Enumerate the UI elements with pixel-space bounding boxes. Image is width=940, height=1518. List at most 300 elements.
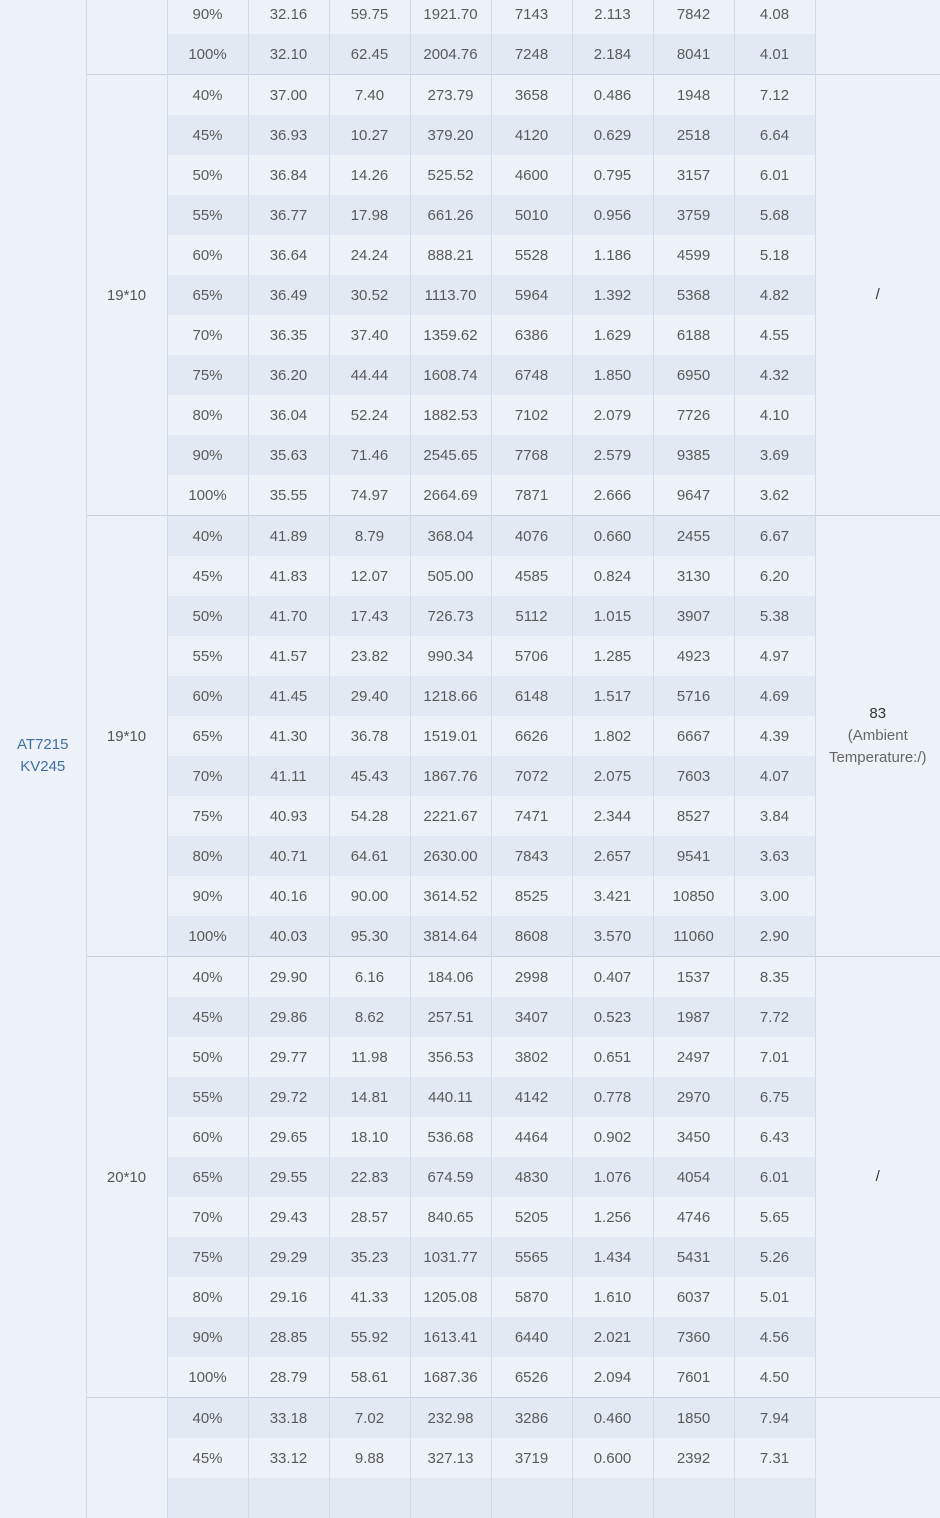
table-cell: 45.43 bbox=[329, 756, 410, 796]
table-cell: 32.16 bbox=[248, 0, 329, 34]
temperature-cell bbox=[815, 0, 940, 75]
table-cell: 0.407 bbox=[572, 957, 653, 998]
table-cell: 6188 bbox=[653, 315, 734, 355]
table-cell: 5706 bbox=[491, 636, 572, 676]
table-cell: 28.57 bbox=[329, 1197, 410, 1237]
table-cell: 35.55 bbox=[248, 475, 329, 516]
table-cell: 7360 bbox=[653, 1317, 734, 1357]
table-cell: 29.29 bbox=[248, 1237, 329, 1277]
table-cell: 4.01 bbox=[734, 34, 815, 75]
table-cell: 6.75 bbox=[734, 1077, 815, 1117]
table-cell: 50% bbox=[167, 155, 248, 195]
table-cell: 5716 bbox=[653, 676, 734, 716]
table-cell: 990.34 bbox=[410, 636, 491, 676]
table-cell: 36.35 bbox=[248, 315, 329, 355]
table-cell: 1.285 bbox=[572, 636, 653, 676]
table-cell: 4464 bbox=[491, 1117, 572, 1157]
table-cell: 3.62 bbox=[734, 475, 815, 516]
table-cell: 3.570 bbox=[572, 916, 653, 957]
table-cell: 3.69 bbox=[734, 435, 815, 475]
table-cell bbox=[329, 1478, 410, 1518]
table-cell: 60% bbox=[167, 235, 248, 275]
table-cell: 62.45 bbox=[329, 34, 410, 75]
table-cell: 71.46 bbox=[329, 435, 410, 475]
table-cell: 1113.70 bbox=[410, 275, 491, 315]
table-cell: 4600 bbox=[491, 155, 572, 195]
table-cell: 14.26 bbox=[329, 155, 410, 195]
table-cell: 7.72 bbox=[734, 997, 815, 1037]
table-cell: 30.52 bbox=[329, 275, 410, 315]
table-cell: 0.824 bbox=[572, 556, 653, 596]
table-cell: 3.421 bbox=[572, 876, 653, 916]
table-cell: 1.434 bbox=[572, 1237, 653, 1277]
table-cell: 7143 bbox=[491, 0, 572, 34]
table-cell: 2455 bbox=[653, 516, 734, 557]
table-cell: 41.30 bbox=[248, 716, 329, 756]
table-cell: 0.486 bbox=[572, 75, 653, 116]
table-cell: 7102 bbox=[491, 395, 572, 435]
table-cell: 1613.41 bbox=[410, 1317, 491, 1357]
table-cell: 41.33 bbox=[329, 1277, 410, 1317]
table-cell: 3450 bbox=[653, 1117, 734, 1157]
table-cell: 7.40 bbox=[329, 75, 410, 116]
table-cell: 3719 bbox=[491, 1438, 572, 1478]
table-cell: 9385 bbox=[653, 435, 734, 475]
table-cell: 28.79 bbox=[248, 1357, 329, 1398]
table-cell: 2.344 bbox=[572, 796, 653, 836]
table-cell: 36.20 bbox=[248, 355, 329, 395]
table-cell: 3286 bbox=[491, 1398, 572, 1439]
table-cell: 2518 bbox=[653, 115, 734, 155]
table-cell: 6667 bbox=[653, 716, 734, 756]
table-cell: 1031.77 bbox=[410, 1237, 491, 1277]
propeller-size-cell: 20*10 bbox=[86, 957, 167, 1398]
table-cell: 5870 bbox=[491, 1277, 572, 1317]
table-cell: 4.82 bbox=[734, 275, 815, 315]
table-cell: 37.40 bbox=[329, 315, 410, 355]
table-cell: 5.26 bbox=[734, 1237, 815, 1277]
table-cell: 5.65 bbox=[734, 1197, 815, 1237]
table-cell: 3802 bbox=[491, 1037, 572, 1077]
table-cell: 440.11 bbox=[410, 1077, 491, 1117]
table-cell: 45% bbox=[167, 997, 248, 1037]
table-cell: 33.12 bbox=[248, 1438, 329, 1478]
table-cell: 6.01 bbox=[734, 155, 815, 195]
table-cell: 3130 bbox=[653, 556, 734, 596]
table-cell: 840.65 bbox=[410, 1197, 491, 1237]
table-cell: 55% bbox=[167, 636, 248, 676]
table-cell: 90% bbox=[167, 876, 248, 916]
table-cell: 4923 bbox=[653, 636, 734, 676]
table-cell: 18.10 bbox=[329, 1117, 410, 1157]
propeller-size-cell: 19*10 bbox=[86, 75, 167, 516]
table-cell: 5010 bbox=[491, 195, 572, 235]
table-cell: 1205.08 bbox=[410, 1277, 491, 1317]
table-cell: 4.10 bbox=[734, 395, 815, 435]
table-cell: 379.20 bbox=[410, 115, 491, 155]
table-cell: 100% bbox=[167, 34, 248, 75]
table-cell: 1987 bbox=[653, 997, 734, 1037]
table-cell bbox=[167, 1478, 248, 1518]
table-cell: 100% bbox=[167, 475, 248, 516]
table-cell: 1921.70 bbox=[410, 0, 491, 34]
table-cell: 3407 bbox=[491, 997, 572, 1037]
table-cell: 11060 bbox=[653, 916, 734, 957]
table-cell: 7248 bbox=[491, 34, 572, 75]
table-cell: 6.67 bbox=[734, 516, 815, 557]
table-cell: 2.094 bbox=[572, 1357, 653, 1398]
table-cell: 661.26 bbox=[410, 195, 491, 235]
table-cell: 90% bbox=[167, 435, 248, 475]
table-cell: 2.021 bbox=[572, 1317, 653, 1357]
table-cell: 3614.52 bbox=[410, 876, 491, 916]
table-cell: 7603 bbox=[653, 756, 734, 796]
table-cell: 1218.66 bbox=[410, 676, 491, 716]
table-cell: 3157 bbox=[653, 155, 734, 195]
table-cell: 74.97 bbox=[329, 475, 410, 516]
table-cell: 32.10 bbox=[248, 34, 329, 75]
table-cell: 2221.67 bbox=[410, 796, 491, 836]
table-cell: 0.902 bbox=[572, 1117, 653, 1157]
motor-model-cell bbox=[0, 0, 86, 1518]
table-cell: 75% bbox=[167, 796, 248, 836]
propeller-size-cell bbox=[86, 1398, 167, 1518]
table-cell: 65% bbox=[167, 275, 248, 315]
table-cell: 9541 bbox=[653, 836, 734, 876]
table-cell: 9647 bbox=[653, 475, 734, 516]
table-cell: 4.56 bbox=[734, 1317, 815, 1357]
table-cell: 54.28 bbox=[329, 796, 410, 836]
table-cell: 35.23 bbox=[329, 1237, 410, 1277]
table-cell: 90.00 bbox=[329, 876, 410, 916]
table-cell: 6950 bbox=[653, 355, 734, 395]
table-cell: 1519.01 bbox=[410, 716, 491, 756]
temperature-cell bbox=[815, 957, 940, 1398]
table-cell: 65% bbox=[167, 1157, 248, 1197]
table-cell: 1.517 bbox=[572, 676, 653, 716]
table-cell: 45% bbox=[167, 1438, 248, 1478]
table-cell: 8525 bbox=[491, 876, 572, 916]
table-cell: 10850 bbox=[653, 876, 734, 916]
table-cell: 5.18 bbox=[734, 235, 815, 275]
table-cell: 2.90 bbox=[734, 916, 815, 957]
table-cell: 40% bbox=[167, 1398, 248, 1439]
table-cell: 8.79 bbox=[329, 516, 410, 557]
table-cell: 1850 bbox=[653, 1398, 734, 1439]
table-cell: 5431 bbox=[653, 1237, 734, 1277]
table-cell: 6.43 bbox=[734, 1117, 815, 1157]
table-cell: 5205 bbox=[491, 1197, 572, 1237]
table-cell: 29.16 bbox=[248, 1277, 329, 1317]
table-cell: 22.83 bbox=[329, 1157, 410, 1197]
table-cell: 2.184 bbox=[572, 34, 653, 75]
table-row bbox=[0, 516, 940, 557]
table-cell: 41.83 bbox=[248, 556, 329, 596]
table-cell: 41.45 bbox=[248, 676, 329, 716]
table-cell: 1.802 bbox=[572, 716, 653, 756]
table-cell: 2.079 bbox=[572, 395, 653, 435]
table-cell: 1.076 bbox=[572, 1157, 653, 1197]
table-cell: 6.01 bbox=[734, 1157, 815, 1197]
table-cell: 5528 bbox=[491, 235, 572, 275]
table-cell: 29.55 bbox=[248, 1157, 329, 1197]
table-cell: 3907 bbox=[653, 596, 734, 636]
table-cell: 4120 bbox=[491, 115, 572, 155]
table-cell: 8608 bbox=[491, 916, 572, 957]
table-cell: 45% bbox=[167, 115, 248, 155]
table-cell: 7843 bbox=[491, 836, 572, 876]
table-cell: 0.629 bbox=[572, 115, 653, 155]
table-cell: 41.57 bbox=[248, 636, 329, 676]
table-cell: 55% bbox=[167, 1077, 248, 1117]
table-cell: 14.81 bbox=[329, 1077, 410, 1117]
table-cell: 59.75 bbox=[329, 0, 410, 34]
table-cell: 65% bbox=[167, 716, 248, 756]
table-cell: 5565 bbox=[491, 1237, 572, 1277]
table-cell: 7471 bbox=[491, 796, 572, 836]
table-cell: 40.16 bbox=[248, 876, 329, 916]
table-cell: 3658 bbox=[491, 75, 572, 116]
table-cell: 2545.65 bbox=[410, 435, 491, 475]
table-cell: 36.93 bbox=[248, 115, 329, 155]
table-cell: 4.08 bbox=[734, 0, 815, 34]
table-cell: 5.38 bbox=[734, 596, 815, 636]
table-cell: 1.392 bbox=[572, 275, 653, 315]
table-cell: 3759 bbox=[653, 195, 734, 235]
table-cell: 75% bbox=[167, 1237, 248, 1277]
temperature-value: 83 bbox=[816, 703, 940, 725]
table-cell: 3.63 bbox=[734, 836, 815, 876]
table-cell bbox=[734, 1478, 815, 1518]
table-cell: 4.07 bbox=[734, 756, 815, 796]
table-cell: 44.44 bbox=[329, 355, 410, 395]
table-cell: 70% bbox=[167, 756, 248, 796]
table-cell bbox=[572, 1478, 653, 1518]
table-cell: 6.64 bbox=[734, 115, 815, 155]
table-cell: 7.94 bbox=[734, 1398, 815, 1439]
table-cell: 60% bbox=[167, 1117, 248, 1157]
table-cell: 4830 bbox=[491, 1157, 572, 1197]
table-cell: 5.68 bbox=[734, 195, 815, 235]
propeller-size-cell bbox=[86, 0, 167, 75]
table-cell: 36.49 bbox=[248, 275, 329, 315]
table-cell: 2497 bbox=[653, 1037, 734, 1077]
table-cell: 40.03 bbox=[248, 916, 329, 957]
table-cell: 0.651 bbox=[572, 1037, 653, 1077]
table-row bbox=[0, 957, 940, 998]
table-cell: 4054 bbox=[653, 1157, 734, 1197]
motor-model-line1: AT7215 bbox=[17, 736, 68, 753]
table-cell: 29.40 bbox=[329, 676, 410, 716]
table-cell: 41.11 bbox=[248, 756, 329, 796]
table-cell: 41.89 bbox=[248, 516, 329, 557]
temperature-cell bbox=[815, 75, 940, 516]
table-cell: 8.35 bbox=[734, 957, 815, 998]
table-cell: 4.97 bbox=[734, 636, 815, 676]
table-cell: 17.43 bbox=[329, 596, 410, 636]
table-cell: 0.600 bbox=[572, 1438, 653, 1478]
table-cell: 2630.00 bbox=[410, 836, 491, 876]
table-cell: 888.21 bbox=[410, 235, 491, 275]
table-cell: 2392 bbox=[653, 1438, 734, 1478]
table-cell: 1.256 bbox=[572, 1197, 653, 1237]
table-cell: 58.61 bbox=[329, 1357, 410, 1398]
table-cell: 6037 bbox=[653, 1277, 734, 1317]
table-cell: 3814.64 bbox=[410, 916, 491, 957]
table-cell: 12.07 bbox=[329, 556, 410, 596]
table-row bbox=[0, 0, 940, 34]
table-cell: 8527 bbox=[653, 796, 734, 836]
table-cell: 0.460 bbox=[572, 1398, 653, 1439]
temperature-value: / bbox=[816, 284, 940, 306]
table-cell: 6440 bbox=[491, 1317, 572, 1357]
table-cell: 50% bbox=[167, 596, 248, 636]
table-cell: 1.629 bbox=[572, 315, 653, 355]
table-cell: 4.32 bbox=[734, 355, 815, 395]
table-cell: 4142 bbox=[491, 1077, 572, 1117]
table-cell: 7601 bbox=[653, 1357, 734, 1398]
table-cell: 29.72 bbox=[248, 1077, 329, 1117]
table-cell: 7.31 bbox=[734, 1438, 815, 1478]
table-cell: 4599 bbox=[653, 235, 734, 275]
table-cell: 55% bbox=[167, 195, 248, 235]
table-cell: 1687.36 bbox=[410, 1357, 491, 1398]
table-cell: 3.84 bbox=[734, 796, 815, 836]
table-cell: 7871 bbox=[491, 475, 572, 516]
table-cell: 1359.62 bbox=[410, 315, 491, 355]
table-cell: 2004.76 bbox=[410, 34, 491, 75]
table-cell: 4.55 bbox=[734, 315, 815, 355]
table-cell: 2.666 bbox=[572, 475, 653, 516]
table-cell: 273.79 bbox=[410, 75, 491, 116]
table-cell: 0.778 bbox=[572, 1077, 653, 1117]
table-cell: 0.660 bbox=[572, 516, 653, 557]
table-cell: 327.13 bbox=[410, 1438, 491, 1478]
table-cell: 0.795 bbox=[572, 155, 653, 195]
table-cell: 4.69 bbox=[734, 676, 815, 716]
table-cell: 726.73 bbox=[410, 596, 491, 636]
table-cell: 36.64 bbox=[248, 235, 329, 275]
table-cell: 2.113 bbox=[572, 0, 653, 34]
table-cell: 95.30 bbox=[329, 916, 410, 957]
table-row bbox=[0, 1398, 940, 1439]
table-cell: 1882.53 bbox=[410, 395, 491, 435]
table-cell: 2.075 bbox=[572, 756, 653, 796]
table-cell: 40% bbox=[167, 75, 248, 116]
table-cell: 7072 bbox=[491, 756, 572, 796]
table-cell: 0.956 bbox=[572, 195, 653, 235]
table-cell: 29.43 bbox=[248, 1197, 329, 1237]
table-cell: 29.90 bbox=[248, 957, 329, 998]
table-cell: 1.186 bbox=[572, 235, 653, 275]
table-cell: 24.24 bbox=[329, 235, 410, 275]
table-cell: 4.39 bbox=[734, 716, 815, 756]
table-cell: 33.18 bbox=[248, 1398, 329, 1439]
table-cell: 90% bbox=[167, 0, 248, 34]
table-cell: 1.850 bbox=[572, 355, 653, 395]
table-cell: 75% bbox=[167, 355, 248, 395]
table-cell: 17.98 bbox=[329, 195, 410, 235]
table-cell: 7842 bbox=[653, 0, 734, 34]
table-cell: 5368 bbox=[653, 275, 734, 315]
table-cell: 6626 bbox=[491, 716, 572, 756]
temperature-value: / bbox=[816, 1166, 940, 1188]
table-cell: 6148 bbox=[491, 676, 572, 716]
table-cell: 525.52 bbox=[410, 155, 491, 195]
table-cell: 28.85 bbox=[248, 1317, 329, 1357]
table-cell: 9.88 bbox=[329, 1438, 410, 1478]
table-cell: 29.65 bbox=[248, 1117, 329, 1157]
table-cell: 2.657 bbox=[572, 836, 653, 876]
table-cell: 2.579 bbox=[572, 435, 653, 475]
table-cell: 29.86 bbox=[248, 997, 329, 1037]
table-cell: 41.70 bbox=[248, 596, 329, 636]
table-cell: 5112 bbox=[491, 596, 572, 636]
table-cell: 6.16 bbox=[329, 957, 410, 998]
temperature-cell bbox=[815, 516, 940, 957]
table-cell: 0.523 bbox=[572, 997, 653, 1037]
table-cell: 2664.69 bbox=[410, 475, 491, 516]
table-cell: 536.68 bbox=[410, 1117, 491, 1157]
table-cell: 7726 bbox=[653, 395, 734, 435]
table-cell bbox=[653, 1478, 734, 1518]
table-cell: 80% bbox=[167, 395, 248, 435]
table-cell: 4076 bbox=[491, 516, 572, 557]
table-cell: 8.62 bbox=[329, 997, 410, 1037]
table-cell: 368.04 bbox=[410, 516, 491, 557]
table-cell: 7768 bbox=[491, 435, 572, 475]
table-cell: 50% bbox=[167, 1037, 248, 1077]
table-cell: 5964 bbox=[491, 275, 572, 315]
table-cell: 52.24 bbox=[329, 395, 410, 435]
ambient-temperature-note: (Ambient Temperature:/) bbox=[816, 725, 940, 769]
table-cell: 6748 bbox=[491, 355, 572, 395]
table-cell: 40% bbox=[167, 516, 248, 557]
table-cell: 1608.74 bbox=[410, 355, 491, 395]
table-cell: 60% bbox=[167, 676, 248, 716]
table-cell: 505.00 bbox=[410, 556, 491, 596]
table-cell: 80% bbox=[167, 1277, 248, 1317]
table-cell: 70% bbox=[167, 1197, 248, 1237]
table-cell: 36.04 bbox=[248, 395, 329, 435]
table-cell: 29.77 bbox=[248, 1037, 329, 1077]
table-cell: 7.12 bbox=[734, 75, 815, 116]
table-cell bbox=[491, 1478, 572, 1518]
motor-model-line2: KV245 bbox=[20, 758, 65, 775]
table-cell: 23.82 bbox=[329, 636, 410, 676]
table-cell: 5.01 bbox=[734, 1277, 815, 1317]
table-cell: 11.98 bbox=[329, 1037, 410, 1077]
table-cell bbox=[410, 1478, 491, 1518]
table-cell bbox=[248, 1478, 329, 1518]
temperature-cell bbox=[815, 1398, 940, 1518]
table-cell: 100% bbox=[167, 1357, 248, 1398]
table-cell: 1.015 bbox=[572, 596, 653, 636]
table-cell: 6.20 bbox=[734, 556, 815, 596]
table-cell: 37.00 bbox=[248, 75, 329, 116]
table-cell: 232.98 bbox=[410, 1398, 491, 1439]
table-cell: 55.92 bbox=[329, 1317, 410, 1357]
table-cell: 90% bbox=[167, 1317, 248, 1357]
table-cell: 1537 bbox=[653, 957, 734, 998]
table-cell: 100% bbox=[167, 916, 248, 957]
table-row bbox=[0, 75, 940, 116]
table-cell: 8041 bbox=[653, 34, 734, 75]
table-cell: 10.27 bbox=[329, 115, 410, 155]
table-cell: 6526 bbox=[491, 1357, 572, 1398]
table-cell: 674.59 bbox=[410, 1157, 491, 1197]
table-cell: 36.77 bbox=[248, 195, 329, 235]
